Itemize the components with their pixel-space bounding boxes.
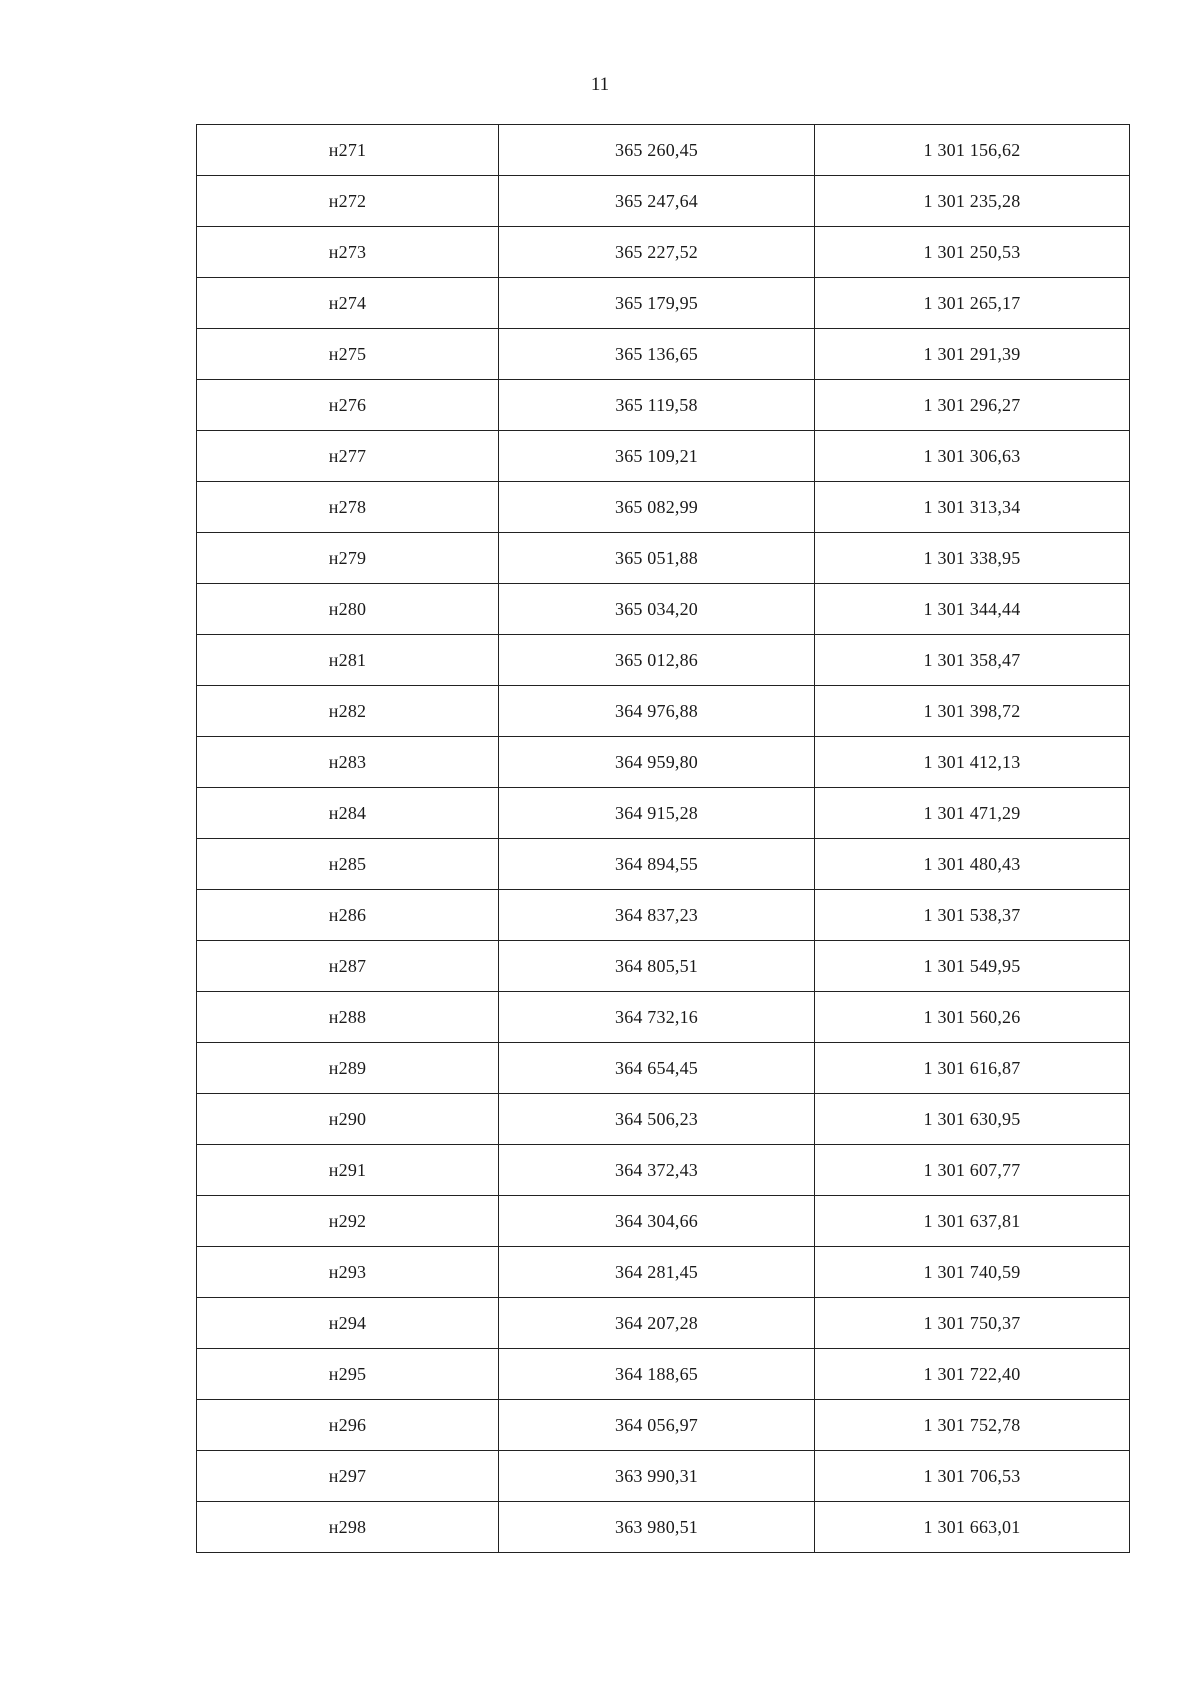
table-row <box>197 839 1130 890</box>
x-coordinate-cell: 364 188,65 <box>499 1349 815 1400</box>
y-coordinate-cell: 1 301 471,29 <box>815 788 1130 839</box>
point-id-cell: н274 <box>197 278 499 329</box>
y-coordinate-cell: 1 301 560,26 <box>815 992 1130 1043</box>
point-id-cell: н276 <box>197 380 499 431</box>
y-coordinate-cell: 1 301 306,63 <box>815 431 1130 482</box>
point-id-cell: н293 <box>197 1247 499 1298</box>
table-row <box>197 431 1130 482</box>
point-id-cell: н273 <box>197 227 499 278</box>
y-coordinate-cell: 1 301 750,37 <box>815 1298 1130 1349</box>
point-id-cell: н279 <box>197 533 499 584</box>
point-id-cell: н289 <box>197 1043 499 1094</box>
x-coordinate-cell: 365 179,95 <box>499 278 815 329</box>
y-coordinate-cell: 1 301 616,87 <box>815 1043 1130 1094</box>
x-coordinate-cell: 364 732,16 <box>499 992 815 1043</box>
y-coordinate-cell: 1 301 663,01 <box>815 1502 1130 1553</box>
x-coordinate-cell: 364 837,23 <box>499 890 815 941</box>
y-coordinate-cell: 1 301 156,62 <box>815 125 1130 176</box>
point-id-cell: н298 <box>197 1502 499 1553</box>
table-row <box>197 1043 1130 1094</box>
x-coordinate-cell: 364 281,45 <box>499 1247 815 1298</box>
y-coordinate-cell: 1 301 296,27 <box>815 380 1130 431</box>
point-id-cell: н271 <box>197 125 499 176</box>
point-id-cell: н283 <box>197 737 499 788</box>
table-row <box>197 533 1130 584</box>
point-id-cell: н281 <box>197 635 499 686</box>
table-row <box>197 1298 1130 1349</box>
table-row <box>197 176 1130 227</box>
page-number: 11 <box>590 74 610 95</box>
x-coordinate-cell: 365 227,52 <box>499 227 815 278</box>
x-coordinate-cell: 364 805,51 <box>499 941 815 992</box>
x-coordinate-cell: 365 260,45 <box>499 125 815 176</box>
y-coordinate-cell: 1 301 235,28 <box>815 176 1130 227</box>
point-id-cell: н285 <box>197 839 499 890</box>
table-row <box>197 635 1130 686</box>
table-row <box>197 227 1130 278</box>
table-row <box>197 788 1130 839</box>
table-row <box>197 890 1130 941</box>
table-row <box>197 1247 1130 1298</box>
x-coordinate-cell: 365 034,20 <box>499 584 815 635</box>
table-row <box>197 125 1130 176</box>
y-coordinate-cell: 1 301 752,78 <box>815 1400 1130 1451</box>
x-coordinate-cell: 364 372,43 <box>499 1145 815 1196</box>
table-row <box>197 1400 1130 1451</box>
coordinates-table-body <box>197 125 1130 1553</box>
point-id-cell: н292 <box>197 1196 499 1247</box>
point-id-cell: н290 <box>197 1094 499 1145</box>
table-row <box>197 584 1130 635</box>
x-coordinate-cell: 364 894,55 <box>499 839 815 890</box>
y-coordinate-cell: 1 301 250,53 <box>815 227 1130 278</box>
table-row <box>197 686 1130 737</box>
point-id-cell: н282 <box>197 686 499 737</box>
point-id-cell: н297 <box>197 1451 499 1502</box>
x-coordinate-cell: 365 051,88 <box>499 533 815 584</box>
x-coordinate-cell: 365 136,65 <box>499 329 815 380</box>
table-row <box>197 278 1130 329</box>
table-row <box>197 992 1130 1043</box>
y-coordinate-cell: 1 301 313,34 <box>815 482 1130 533</box>
y-coordinate-cell: 1 301 412,13 <box>815 737 1130 788</box>
y-coordinate-cell: 1 301 265,17 <box>815 278 1130 329</box>
point-id-cell: н284 <box>197 788 499 839</box>
table-row <box>197 1145 1130 1196</box>
table-row <box>197 380 1130 431</box>
point-id-cell: н296 <box>197 1400 499 1451</box>
point-id-cell: н295 <box>197 1349 499 1400</box>
x-coordinate-cell: 364 654,45 <box>499 1043 815 1094</box>
y-coordinate-cell: 1 301 607,77 <box>815 1145 1130 1196</box>
point-id-cell: н287 <box>197 941 499 992</box>
x-coordinate-cell: 365 012,86 <box>499 635 815 686</box>
point-id-cell: н288 <box>197 992 499 1043</box>
table-row <box>197 1451 1130 1502</box>
y-coordinate-cell: 1 301 706,53 <box>815 1451 1130 1502</box>
point-id-cell: н294 <box>197 1298 499 1349</box>
x-coordinate-cell: 365 119,58 <box>499 380 815 431</box>
x-coordinate-cell: 364 056,97 <box>499 1400 815 1451</box>
y-coordinate-cell: 1 301 538,37 <box>815 890 1130 941</box>
x-coordinate-cell: 363 980,51 <box>499 1502 815 1553</box>
table-row <box>197 1502 1130 1553</box>
point-id-cell: н278 <box>197 482 499 533</box>
x-coordinate-cell: 363 990,31 <box>499 1451 815 1502</box>
table-row <box>197 329 1130 380</box>
y-coordinate-cell: 1 301 630,95 <box>815 1094 1130 1145</box>
table-row <box>197 1349 1130 1400</box>
x-coordinate-cell: 365 082,99 <box>499 482 815 533</box>
point-id-cell: н286 <box>197 890 499 941</box>
table-row <box>197 941 1130 992</box>
x-coordinate-cell: 364 976,88 <box>499 686 815 737</box>
y-coordinate-cell: 1 301 291,39 <box>815 329 1130 380</box>
y-coordinate-cell: 1 301 722,40 <box>815 1349 1130 1400</box>
x-coordinate-cell: 365 247,64 <box>499 176 815 227</box>
table-row <box>197 1196 1130 1247</box>
table-row <box>197 1094 1130 1145</box>
table-row <box>197 482 1130 533</box>
y-coordinate-cell: 1 301 338,95 <box>815 533 1130 584</box>
table-row <box>197 737 1130 788</box>
point-id-cell: н280 <box>197 584 499 635</box>
x-coordinate-cell: 364 304,66 <box>499 1196 815 1247</box>
y-coordinate-cell: 1 301 480,43 <box>815 839 1130 890</box>
x-coordinate-cell: 364 506,23 <box>499 1094 815 1145</box>
point-id-cell: н272 <box>197 176 499 227</box>
y-coordinate-cell: 1 301 344,44 <box>815 584 1130 635</box>
y-coordinate-cell: 1 301 549,95 <box>815 941 1130 992</box>
y-coordinate-cell: 1 301 398,72 <box>815 686 1130 737</box>
point-id-cell: н291 <box>197 1145 499 1196</box>
point-id-cell: н275 <box>197 329 499 380</box>
y-coordinate-cell: 1 301 637,81 <box>815 1196 1130 1247</box>
x-coordinate-cell: 365 109,21 <box>499 431 815 482</box>
coordinates-table <box>196 124 1130 1553</box>
x-coordinate-cell: 364 915,28 <box>499 788 815 839</box>
x-coordinate-cell: 364 207,28 <box>499 1298 815 1349</box>
point-id-cell: н277 <box>197 431 499 482</box>
x-coordinate-cell: 364 959,80 <box>499 737 815 788</box>
y-coordinate-cell: 1 301 358,47 <box>815 635 1130 686</box>
y-coordinate-cell: 1 301 740,59 <box>815 1247 1130 1298</box>
